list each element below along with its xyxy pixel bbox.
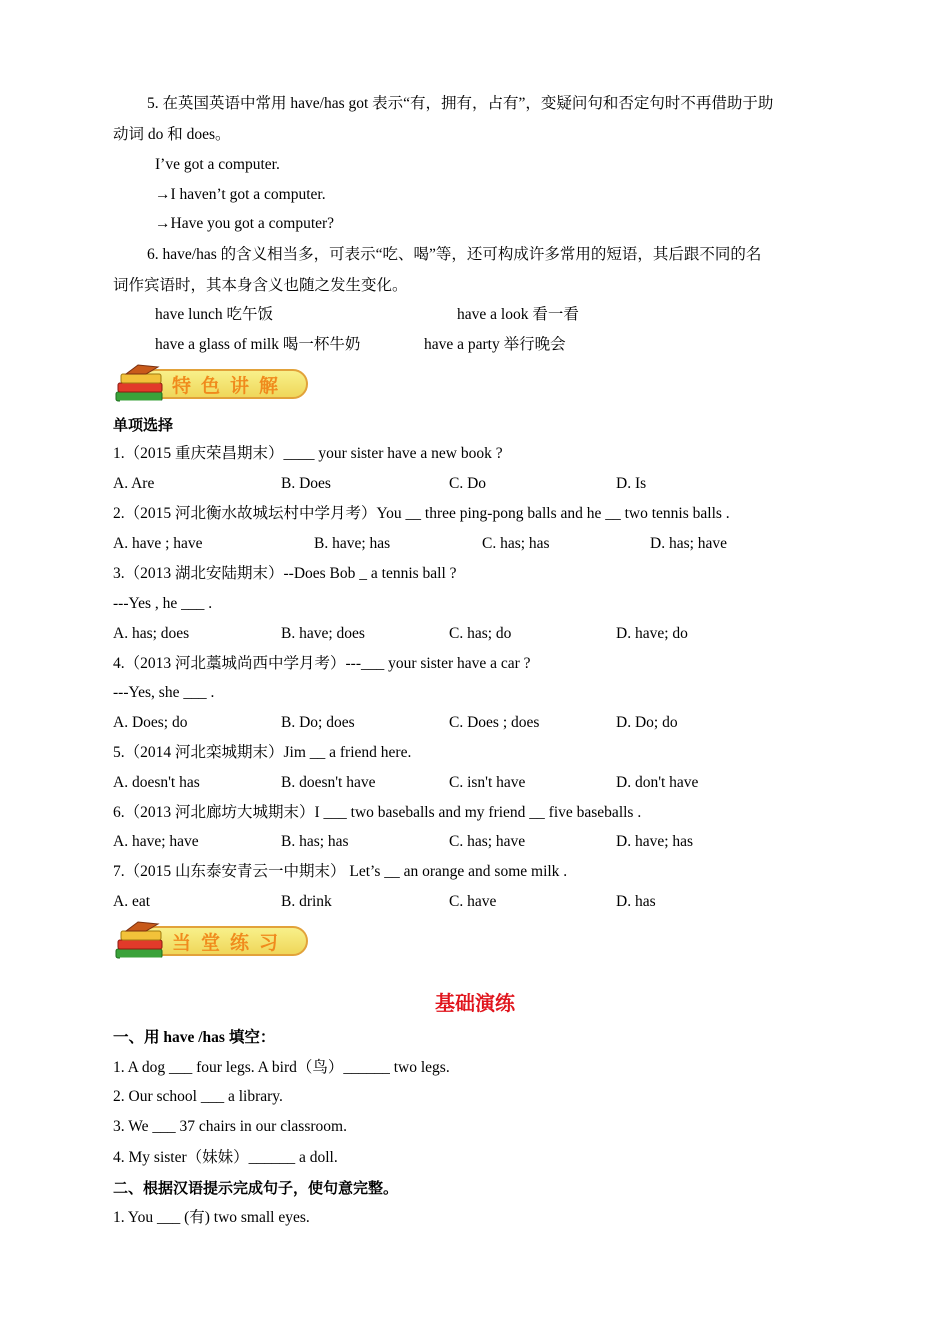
option-c: C. has; has [482, 535, 550, 552]
phrase: have a glass of milk 喝一杯牛奶 [155, 336, 361, 353]
option-c: C. isn't have [449, 774, 526, 791]
question-stem-answer: ---Yes, she ___ . [113, 684, 215, 701]
example-question: →Have you got a computer? [155, 215, 335, 232]
note-6-line-1: 6. have/has 的含义相当多，可表示“吃、喝”等，还可构成许多常用的短语，其后跟不同的名 [147, 246, 762, 263]
question-stem-answer: ---Yes , he ___ . [113, 595, 213, 612]
section-banner-features [112, 362, 312, 408]
phrase: have a look 看一看 [457, 306, 579, 323]
completion-item: 1. You ___ (有) two small eyes. [113, 1209, 310, 1226]
option-b: B. drink [281, 893, 332, 910]
books-icon [112, 919, 176, 965]
part2-heading: 二、根据汉语提示完成句子，使句意完整。 [113, 1179, 399, 1197]
fill-blank-item: 3. We ___ 37 chairs in our classroom. [113, 1118, 347, 1135]
option-a: A. Does; do [113, 714, 188, 731]
books-icon [112, 362, 176, 408]
option-a: A. doesn't has [113, 774, 200, 791]
option-b: B. Does [281, 475, 331, 492]
note-5-line-2: 动词 do 和 does。 [113, 126, 231, 143]
part1-heading: 一、用 have /has 填空： [113, 1029, 276, 1046]
phrase: have lunch 吃午饭 [155, 306, 273, 323]
example-sentence: I’ve got a computer. [155, 156, 280, 173]
note-6-line-2: 词作宾语时，其本身含义也随之发生变化。 [113, 277, 408, 294]
option-a: A. have ; have [113, 535, 203, 552]
fill-blank-item: 2. Our school ___ a library. [113, 1088, 283, 1105]
banner-label: 当堂练习 [172, 932, 289, 954]
option-a: A. Are [113, 475, 155, 492]
option-d: D. Is [616, 475, 647, 492]
fill-blank-item: 1. A dog ___ four legs. A bird（鸟）______ two legs. [113, 1059, 450, 1076]
option-c: C. has; have [449, 833, 526, 850]
option-b: B. have; does [281, 625, 365, 642]
option-d: D. has; have [650, 535, 728, 552]
fill-blank-item: 4. My sister（妹妹）______ a doll. [113, 1149, 338, 1166]
option-a: A. eat [113, 893, 151, 910]
option-d: D. has [616, 893, 656, 910]
question-stem: 6.（2013 河北廊坊大城期末）I ___ two baseballs and my friend __ five baseballs . [113, 804, 642, 821]
example-negative: →I haven’t got a computer. [155, 186, 326, 203]
option-c: C. Do [449, 475, 487, 492]
option-b: B. Do; does [281, 714, 355, 731]
phrase: have a party 举行晚会 [424, 336, 566, 353]
option-d: D. have; has [616, 833, 694, 850]
section-banner-practice [112, 919, 312, 965]
option-c: C. have [449, 893, 497, 910]
question-stem: 7.（2015 山东泰安青云一中期末） Let’s __ an orange and some milk . [113, 863, 568, 880]
option-a: A. have; have [113, 833, 199, 850]
option-c: C. Does ; does [449, 714, 540, 731]
question-stem: 5.（2014 河北栾城期末）Jim __ a friend here. [113, 744, 412, 761]
option-d: D. Do; do [616, 714, 678, 731]
option-d: D. don't have [616, 774, 699, 791]
question-stem: 2.（2015 河北衡水故城坛村中学月考）You __ three ping-pong balls and he __ two tennis balls . [113, 505, 730, 522]
question-stem: 1.（2015 重庆荣昌期末）____ your sister have a new book ? [113, 445, 503, 462]
option-b: B. have; has [314, 535, 391, 552]
question-stem: 3.（2013 湖北安陆期末）--Does Bob _ a tennis ball ? [113, 565, 457, 582]
question-stem: 4.（2013 河北藁城尚西中学月考）---___ your sister have a car ? [113, 655, 531, 672]
note-5-line-1: 5. 在英国英语中常用 have/has got 表示“有，拥有，占有”，变疑问句和否定句时不再借助于助 [147, 95, 774, 112]
option-b: B. has; has [281, 833, 349, 850]
option-a: A. has; does [113, 625, 190, 642]
practice-title: 基础演练 [435, 991, 515, 1015]
banner-label: 特色讲解 [172, 375, 289, 397]
option-b: B. doesn't have [281, 774, 376, 791]
option-c: C. has; do [449, 625, 512, 642]
section-heading: 单项选择 [113, 416, 174, 434]
option-d: D. have; do [616, 625, 688, 642]
